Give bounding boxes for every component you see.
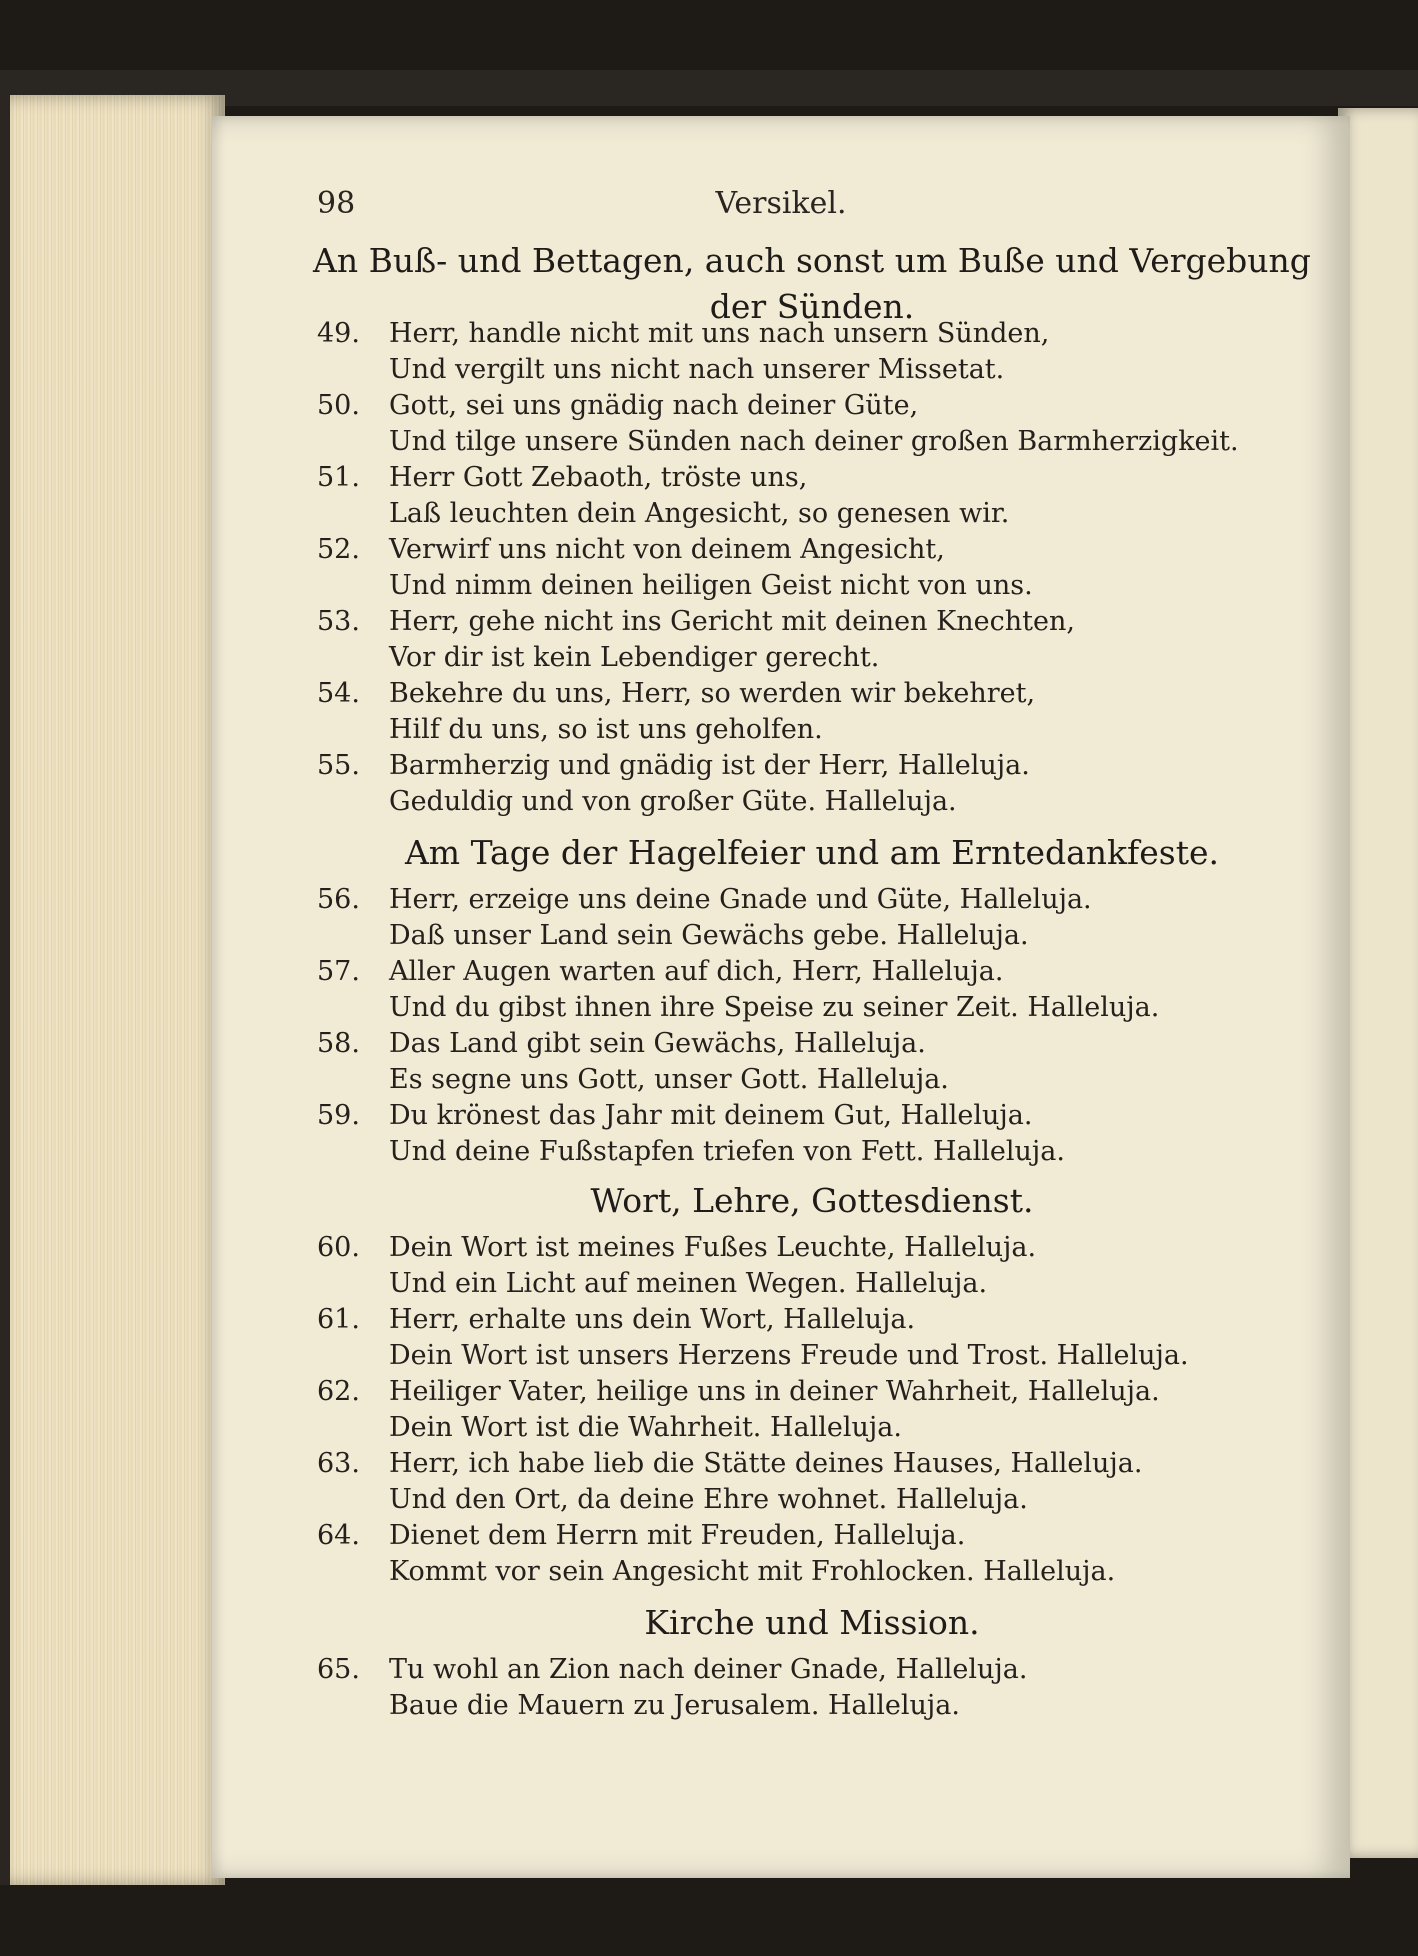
book-page	[212, 116, 1350, 1878]
section-title: An Buß- und Bettagen, auch sonst um Buße und Vergebung der Sünden.	[313, 241, 1311, 326]
verse: 62. Heiliger Vater, heilige uns in deiner Wahrheit, Halleluja. Dein Wort ist die Wahrheit. Halleluja.	[317, 1376, 1160, 1443]
verse: 50. Gott, sei uns gnädig nach deiner Güte, Und tilge unsere Sünden nach deiner großen Barmherzigkeit.	[317, 390, 1239, 457]
verse: 51. Herr Gott Zebaoth, tröste uns, Laß leuchten dein Angesicht, so genesen wir.	[317, 462, 1010, 529]
section-title: Kirche und Mission.	[644, 1603, 980, 1642]
verse: 57. Aller Augen warten auf dich, Herr, Halleluja. Und du gibst ihnen ihre Speise zu seiner Zeit. Halleluja.	[317, 956, 1160, 1023]
facing-page-edge	[1338, 108, 1418, 1858]
verse: 61. Herr, erhalte uns dein Wort, Halleluja. Dein Wort ist unsers Herzens Freude und Trost. Halleluja.	[317, 1304, 1189, 1371]
verse: 54. Bekehre du uns, Herr, so werden wir bekehret, Hilf du uns, so ist uns geholfen.	[317, 678, 1036, 745]
verse: 58. Das Land gibt sein Gewächs, Halleluja. Es segne uns Gott, unser Gott. Halleluja.	[317, 1028, 949, 1095]
verse: 64. Dienet dem Herrn mit Freuden, Halleluja. Kommt vor sein Angesicht mit Frohlocken. Halleluja.	[317, 1520, 1116, 1587]
verse: 63. Herr, ich habe lieb die Stätte deines Hauses, Halleluja. Und den Ort, da deine Ehre wohnet. Halleluja.	[317, 1448, 1143, 1515]
verse: 59. Du krönest das Jahr mit deinem Gut, Halleluja. Und deine Fußstapfen triefen von Fett. Halleluja.	[317, 1100, 1065, 1167]
page-stack-edge	[0, 95, 225, 1885]
page-header	[212, 186, 1350, 236]
verse: 55. Barmherzig und gnädig ist der Herr, Halleluja. Geduldig und von großer Güte. Halleluja.	[317, 750, 1030, 817]
verse: 53. Herr, gehe nicht ins Gericht mit deinen Knechten, Vor dir ist kein Lebendiger gerecht.	[317, 606, 1075, 673]
section-title: Wort, Lehre, Gottesdienst.	[590, 1181, 1034, 1220]
verse: 65. Tu wohl an Zion nach deiner Gnade, Halleluja. Baue die Mauern zu Jerusalem. Halleluja.	[317, 1654, 1028, 1721]
running-head: Versikel.	[715, 186, 847, 221]
verse: 60. Dein Wort ist meines Fußes Leuchte, Halleluja. Und ein Licht auf meinen Wegen. Halleluja.	[317, 1232, 1037, 1299]
verse: 56. Herr, erzeige uns deine Gnade und Güte, Halleluja. Daß unser Land sein Gewächs gebe. Halleluja.	[317, 884, 1092, 951]
page-number: 98	[317, 186, 356, 221]
section-title: Am Tage der Hagelfeier und am Erntedankfeste.	[404, 833, 1220, 872]
verse: 52. Verwirf uns nicht von deinem Angesicht, Und nimm deinen heiligen Geist nicht von uns.	[317, 534, 1033, 601]
verse: 49. Herr, handle nicht mit uns nach unsern Sünden, Und vergilt uns nicht nach unserer Missetat.	[317, 318, 1050, 385]
